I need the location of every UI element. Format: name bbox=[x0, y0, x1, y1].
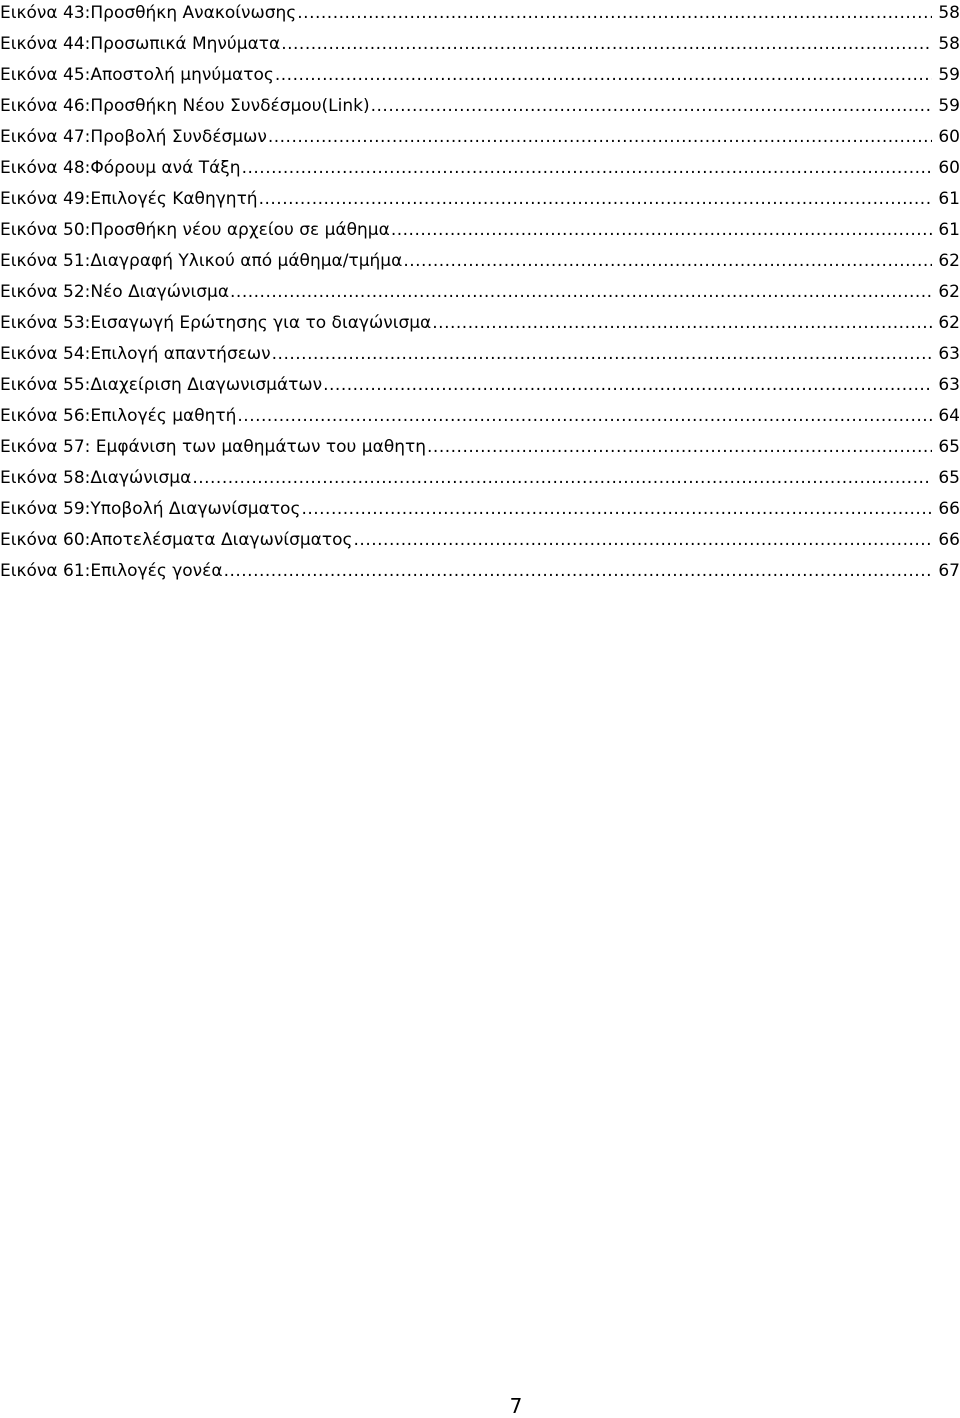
toc-entry[interactable] bbox=[0, 186, 960, 217]
toc-entry[interactable] bbox=[0, 31, 960, 62]
toc-entry[interactable] bbox=[0, 279, 960, 310]
toc-entry-title[interactable]: Εικόνα 58:Διαγώνισμα bbox=[0, 468, 192, 488]
toc-entry-title[interactable]: Εικόνα 52:Νέο Διαγώνισμα bbox=[0, 282, 230, 302]
toc-entry-page[interactable]: 61 bbox=[938, 189, 960, 209]
toc-entry-page[interactable]: 62 bbox=[938, 282, 960, 302]
toc-entry[interactable] bbox=[0, 372, 960, 403]
toc-dot-leader bbox=[272, 341, 933, 367]
toc-entry[interactable] bbox=[0, 310, 960, 341]
toc-dot-leader bbox=[323, 372, 932, 398]
toc-entry[interactable] bbox=[0, 434, 960, 465]
toc-entry-page[interactable]: 65 bbox=[938, 437, 960, 457]
toc-entry[interactable] bbox=[0, 124, 960, 155]
toc-entry[interactable] bbox=[0, 248, 960, 279]
toc-dot-leader bbox=[192, 465, 932, 491]
toc-dot-leader bbox=[354, 527, 933, 553]
toc-entry-title[interactable]: Εικόνα 57: Εμφάνιση των μαθημάτων του μαθητη bbox=[0, 437, 427, 457]
toc-dot-leader bbox=[230, 279, 932, 305]
toc-entry-title[interactable]: Εικόνα 43:Προσθήκη Ανακοίνωσης bbox=[0, 3, 297, 23]
toc-entry-title[interactable]: Εικόνα 46:Προσθήκη Νέου Συνδέσμου(Link) bbox=[0, 96, 370, 116]
toc-entry-page[interactable]: 66 bbox=[938, 530, 960, 550]
toc-entry-page[interactable]: 63 bbox=[938, 375, 960, 395]
toc-entry[interactable] bbox=[0, 496, 960, 527]
toc-entry[interactable] bbox=[0, 0, 960, 31]
toc-entry-page[interactable]: 62 bbox=[938, 251, 960, 271]
page-number: 7 bbox=[509, 1394, 523, 1418]
toc-entry-page[interactable]: 58 bbox=[938, 34, 960, 54]
toc-entry[interactable] bbox=[0, 62, 960, 93]
toc-entry-page[interactable]: 64 bbox=[938, 406, 960, 426]
toc-entry[interactable] bbox=[0, 527, 960, 558]
toc-entry-title[interactable]: Εικόνα 55:Διαχείριση Διαγωνισμάτων bbox=[0, 375, 323, 395]
toc-entry-title[interactable]: Εικόνα 49:Επιλογές Καθηγητή bbox=[0, 189, 258, 209]
toc-entry-title[interactable]: Εικόνα 54:Επιλογή απαντήσεων bbox=[0, 344, 271, 364]
toc-entry-page[interactable]: 66 bbox=[938, 499, 960, 519]
toc-entry-page[interactable]: 59 bbox=[938, 96, 960, 116]
toc-entry[interactable] bbox=[0, 217, 960, 248]
toc-dot-leader bbox=[371, 93, 933, 119]
toc-dot-leader bbox=[268, 124, 933, 150]
toc-dot-leader bbox=[237, 403, 932, 429]
toc-entry-page[interactable]: 62 bbox=[938, 313, 960, 333]
toc-entry[interactable] bbox=[0, 341, 960, 372]
toc-entry-title[interactable]: Εικόνα 61:Επιλογές γονέα bbox=[0, 561, 223, 581]
table-of-figures bbox=[0, 0, 960, 589]
toc-entry-title[interactable]: Εικόνα 56:Επιλογές μαθητή bbox=[0, 406, 237, 426]
toc-entry-title[interactable]: Εικόνα 50:Προσθήκη νέου αρχείου σε μάθημα bbox=[0, 220, 390, 240]
toc-dot-leader bbox=[259, 186, 933, 212]
toc-entry-page[interactable]: 63 bbox=[938, 344, 960, 364]
toc-entry[interactable] bbox=[0, 558, 960, 589]
toc-entry-page[interactable]: 67 bbox=[938, 561, 960, 581]
toc-entry-page[interactable]: 58 bbox=[938, 3, 960, 23]
toc-dot-leader bbox=[242, 155, 933, 181]
toc-dot-leader bbox=[224, 558, 933, 584]
toc-entry-page[interactable]: 59 bbox=[938, 65, 960, 85]
toc-dot-leader bbox=[297, 0, 932, 26]
toc-dot-leader bbox=[301, 496, 932, 522]
toc-entry[interactable] bbox=[0, 93, 960, 124]
toc-entry[interactable] bbox=[0, 403, 960, 434]
toc-entry-title[interactable]: Εικόνα 51:Διαγραφή Υλικού από μάθημα/τμήμα bbox=[0, 251, 403, 271]
toc-entry-page[interactable]: 61 bbox=[938, 220, 960, 240]
toc-dot-leader bbox=[281, 31, 932, 57]
toc-dot-leader bbox=[275, 62, 933, 88]
toc-entry-title[interactable]: Εικόνα 59:Υποβολή Διαγωνίσματος bbox=[0, 499, 301, 519]
toc-entry-page[interactable]: 60 bbox=[938, 127, 960, 147]
toc-entry-title[interactable]: Εικόνα 48:Φόρουμ ανά Τάξη bbox=[0, 158, 241, 178]
toc-entry-title[interactable]: Εικόνα 60:Αποτελέσματα Διαγωνίσματος bbox=[0, 530, 353, 550]
toc-entry[interactable] bbox=[0, 155, 960, 186]
toc-entry-page[interactable]: 60 bbox=[938, 158, 960, 178]
toc-entry[interactable] bbox=[0, 465, 960, 496]
toc-entry-title[interactable]: Εικόνα 45:Αποστολή μηνύματος bbox=[0, 65, 274, 85]
toc-entry-title[interactable]: Εικόνα 44:Προσωπικά Μηνύματα bbox=[0, 34, 281, 54]
toc-entry-title[interactable]: Εικόνα 47:Προβολή Συνδέσμων bbox=[0, 127, 267, 147]
toc-entry-page[interactable]: 65 bbox=[938, 468, 960, 488]
toc-dot-leader bbox=[432, 310, 932, 336]
toc-dot-leader bbox=[391, 217, 933, 243]
toc-dot-leader bbox=[403, 248, 932, 274]
toc-dot-leader bbox=[427, 434, 932, 460]
toc-entry-title[interactable]: Εικόνα 53:Εισαγωγή Ερώτησης για το διαγώνισμα bbox=[0, 313, 432, 333]
